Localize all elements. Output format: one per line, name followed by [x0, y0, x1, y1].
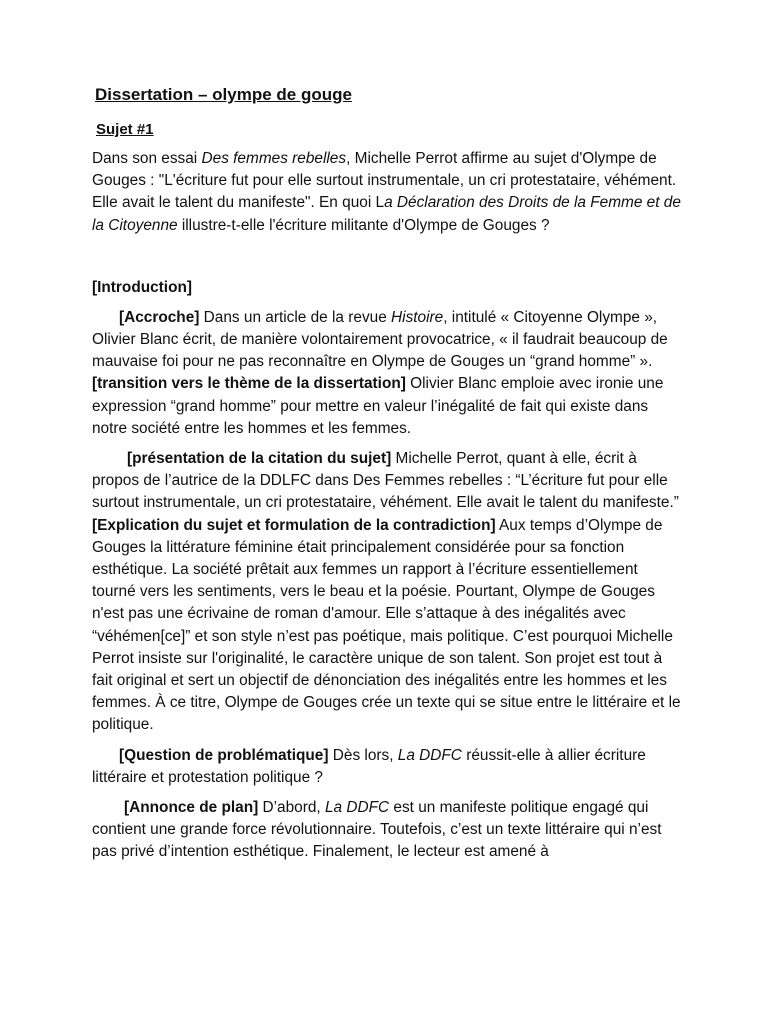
- subject-text-2: , Michelle Perrot affirme au sujet d'Olympe de Gouges : "L'écriture fut pour elle surtout instrumentale, un cri protestataire, véhément. Elle avait le talent du manifeste". En quoi L: [92, 150, 677, 212]
- presentation-text-2: Aux temps d’Olympe de Gouges la littérature féminine était principalement considérée pour sa fonction esthétique. La société prêtait aux femmes un rapport à l’écriture essentiellement tourné vers les sentiments, vers le beau et la poésie. Pourtant, Olympe de Gouges n'est pas une écrivaine de roman d'amour. Elle s’attaque à des inégalités avec “véhémen[ce]” et son style n’est pas poétique, mais politique. C’est pourquoi Michelle Perrot insiste sur l'originalité, le caractère unique de son talent. Son projet est tout à fait original et sert un objectif de dénonciation des inégalités entre les hommes et les femmes. À ce titre, Olympe de Gouges crée un texte qui se situe entre le littéraire et le politique.: [92, 516, 681, 734]
- presentation-paragraph: [92, 448, 682, 737]
- question-tag: [Question de problématique]: [119, 746, 329, 764]
- subject-text-3: illustre-t-elle l'écriture militante d'Olympe de Gouges ?: [177, 216, 550, 234]
- subject-label: Sujet #1: [96, 121, 154, 138]
- question-text-2: réussit-elle à allier écriture littéraire et protestation politique ?: [92, 746, 646, 786]
- document-title: Dissertation – olympe de gouge: [95, 85, 352, 104]
- subject-declaration-title: a Déclaration des Droits de la Femme et de la Citoyenne: [92, 194, 681, 234]
- question-ddfc: La DDFC: [397, 746, 462, 764]
- annonce-paragraph: [92, 797, 682, 864]
- subject-paragraph: [92, 148, 682, 237]
- question-text-1: Dès lors,: [328, 746, 398, 764]
- annonce-text-1: D’abord,: [258, 799, 325, 817]
- explication-tag: [Explication du sujet et formulation de la contradiction]: [92, 516, 496, 534]
- accroche-paragraph: [92, 307, 682, 440]
- accroche-journal: Histoire: [391, 308, 444, 326]
- subject-text-1: Dans son essai: [92, 150, 202, 167]
- presentation-tag: [présentation de la citation du sujet]: [127, 450, 392, 468]
- presentation-text-1: Michelle Perrot, quant à elle, écrit à propos de l’autrice de la DDLFC dans Des Femmes rebelles : “L’écriture fut pour elle surtout instrumentale, un cri protestataire, véhément. Elle avait le talent du manifeste.”: [92, 450, 679, 512]
- question-paragraph: [92, 745, 682, 789]
- document-page: [92, 84, 682, 864]
- accroche-text-3: Olivier Blanc emploie avec ironie une expression “grand homme” pour mettre en valeur l’inégalité de fait qui existe dans notre société entre les hommes et les femmes.: [92, 375, 664, 437]
- annonce-text-2: est un manifeste politique engagé qui contient une grande force révolutionnaire. Toutefois, c’est un texte littéraire qui n’est pas privé d’intention esthétique. Finalement, le lecteur est amené à: [92, 799, 662, 861]
- annonce-ddfc: La DDFC: [324, 799, 390, 817]
- transition-tag: [transition vers le thème de la dissertation]: [92, 375, 406, 393]
- introduction-heading: [Introduction]: [92, 278, 193, 296]
- annonce-tag: [Annonce de plan]: [124, 799, 259, 817]
- accroche-text-1: Dans un article de la revue: [199, 308, 392, 326]
- subject-book-title: Des femmes rebelles: [201, 150, 347, 167]
- accroche-tag: [Accroche]: [119, 308, 200, 326]
- accroche-text-2: , intitulé « Citoyenne Olympe », Olivier Blanc écrit, de manière volontairement provocatrice, « il faudrait beaucoup de mauvaise foi pour ne pas reconnaître en Olympe de Gouges un “grand homme” ».: [92, 308, 668, 371]
